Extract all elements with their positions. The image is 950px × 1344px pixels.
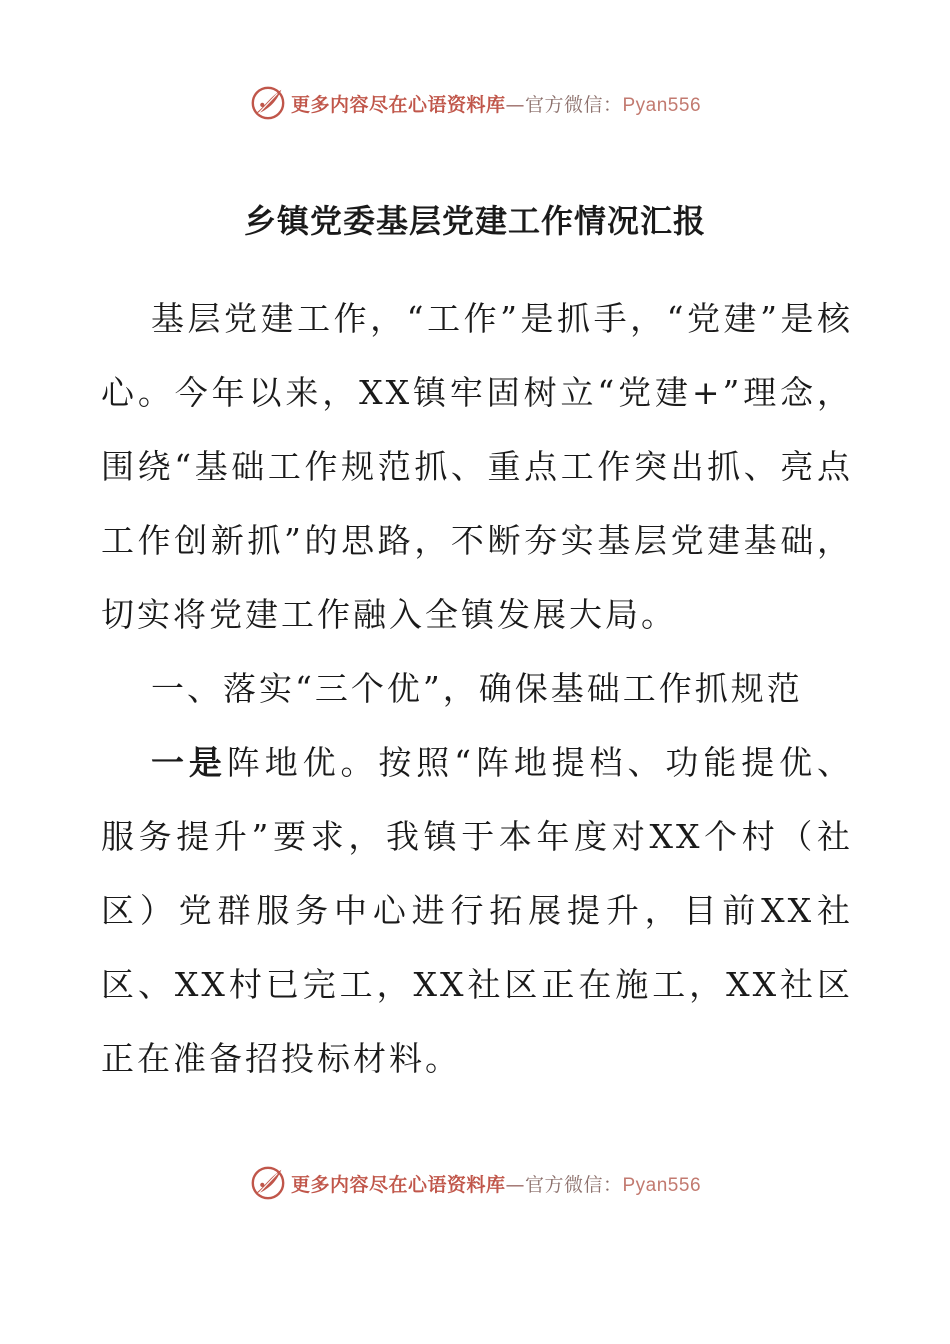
feather-logo-icon bbox=[249, 1164, 287, 1202]
feather-logo-icon bbox=[249, 84, 287, 122]
watermark-brand: 更多内容尽在心语资料库 bbox=[290, 93, 506, 116]
watermark-text bbox=[291, 90, 701, 117]
watermark-separator: — bbox=[505, 93, 525, 116]
intro-paragraph: 基层党建工作，“工作”是抓手，“党建”是核心。今年以来，XX镇牢固树立“党建+”理念，围绕“基础工作规范抓、重点工作突出抓、亮点工作创新抓”的思路，不断夯实基层党建基础，切实将党建工作融入全镇发展大局。 bbox=[101, 299, 853, 634]
watermark-wechat-label: 官方微信： bbox=[524, 1173, 623, 1196]
watermark-text bbox=[291, 1170, 701, 1197]
section-heading: 一、落实“三个优”，确保基础工作抓规范 bbox=[151, 669, 803, 708]
point-lead: 一是 bbox=[151, 743, 227, 782]
footer-watermark-banner bbox=[0, 1164, 950, 1202]
header-watermark-banner bbox=[0, 84, 950, 122]
document-body bbox=[101, 282, 853, 1096]
document-title: 乡镇党委基层党建工作情况汇报 bbox=[243, 202, 706, 240]
watermark-separator: — bbox=[505, 1173, 525, 1196]
watermark-wechat-id: Pyan556 bbox=[622, 1174, 702, 1196]
watermark-wechat-label: 官方微信： bbox=[524, 93, 623, 116]
watermark-brand: 更多内容尽在心语资料库 bbox=[290, 1173, 506, 1196]
point-body: 阵地优。按照“阵地提档、功能提优、服务提升”要求，我镇于本年度对XX个村（社区）党群服务中心进行拓展提升，目前XX社区、XX村已完工，XX社区正在施工，XX社区正在准备招投标材料。 bbox=[101, 743, 854, 1078]
watermark-wechat-id: Pyan556 bbox=[622, 94, 702, 116]
point-paragraph bbox=[101, 726, 853, 1096]
